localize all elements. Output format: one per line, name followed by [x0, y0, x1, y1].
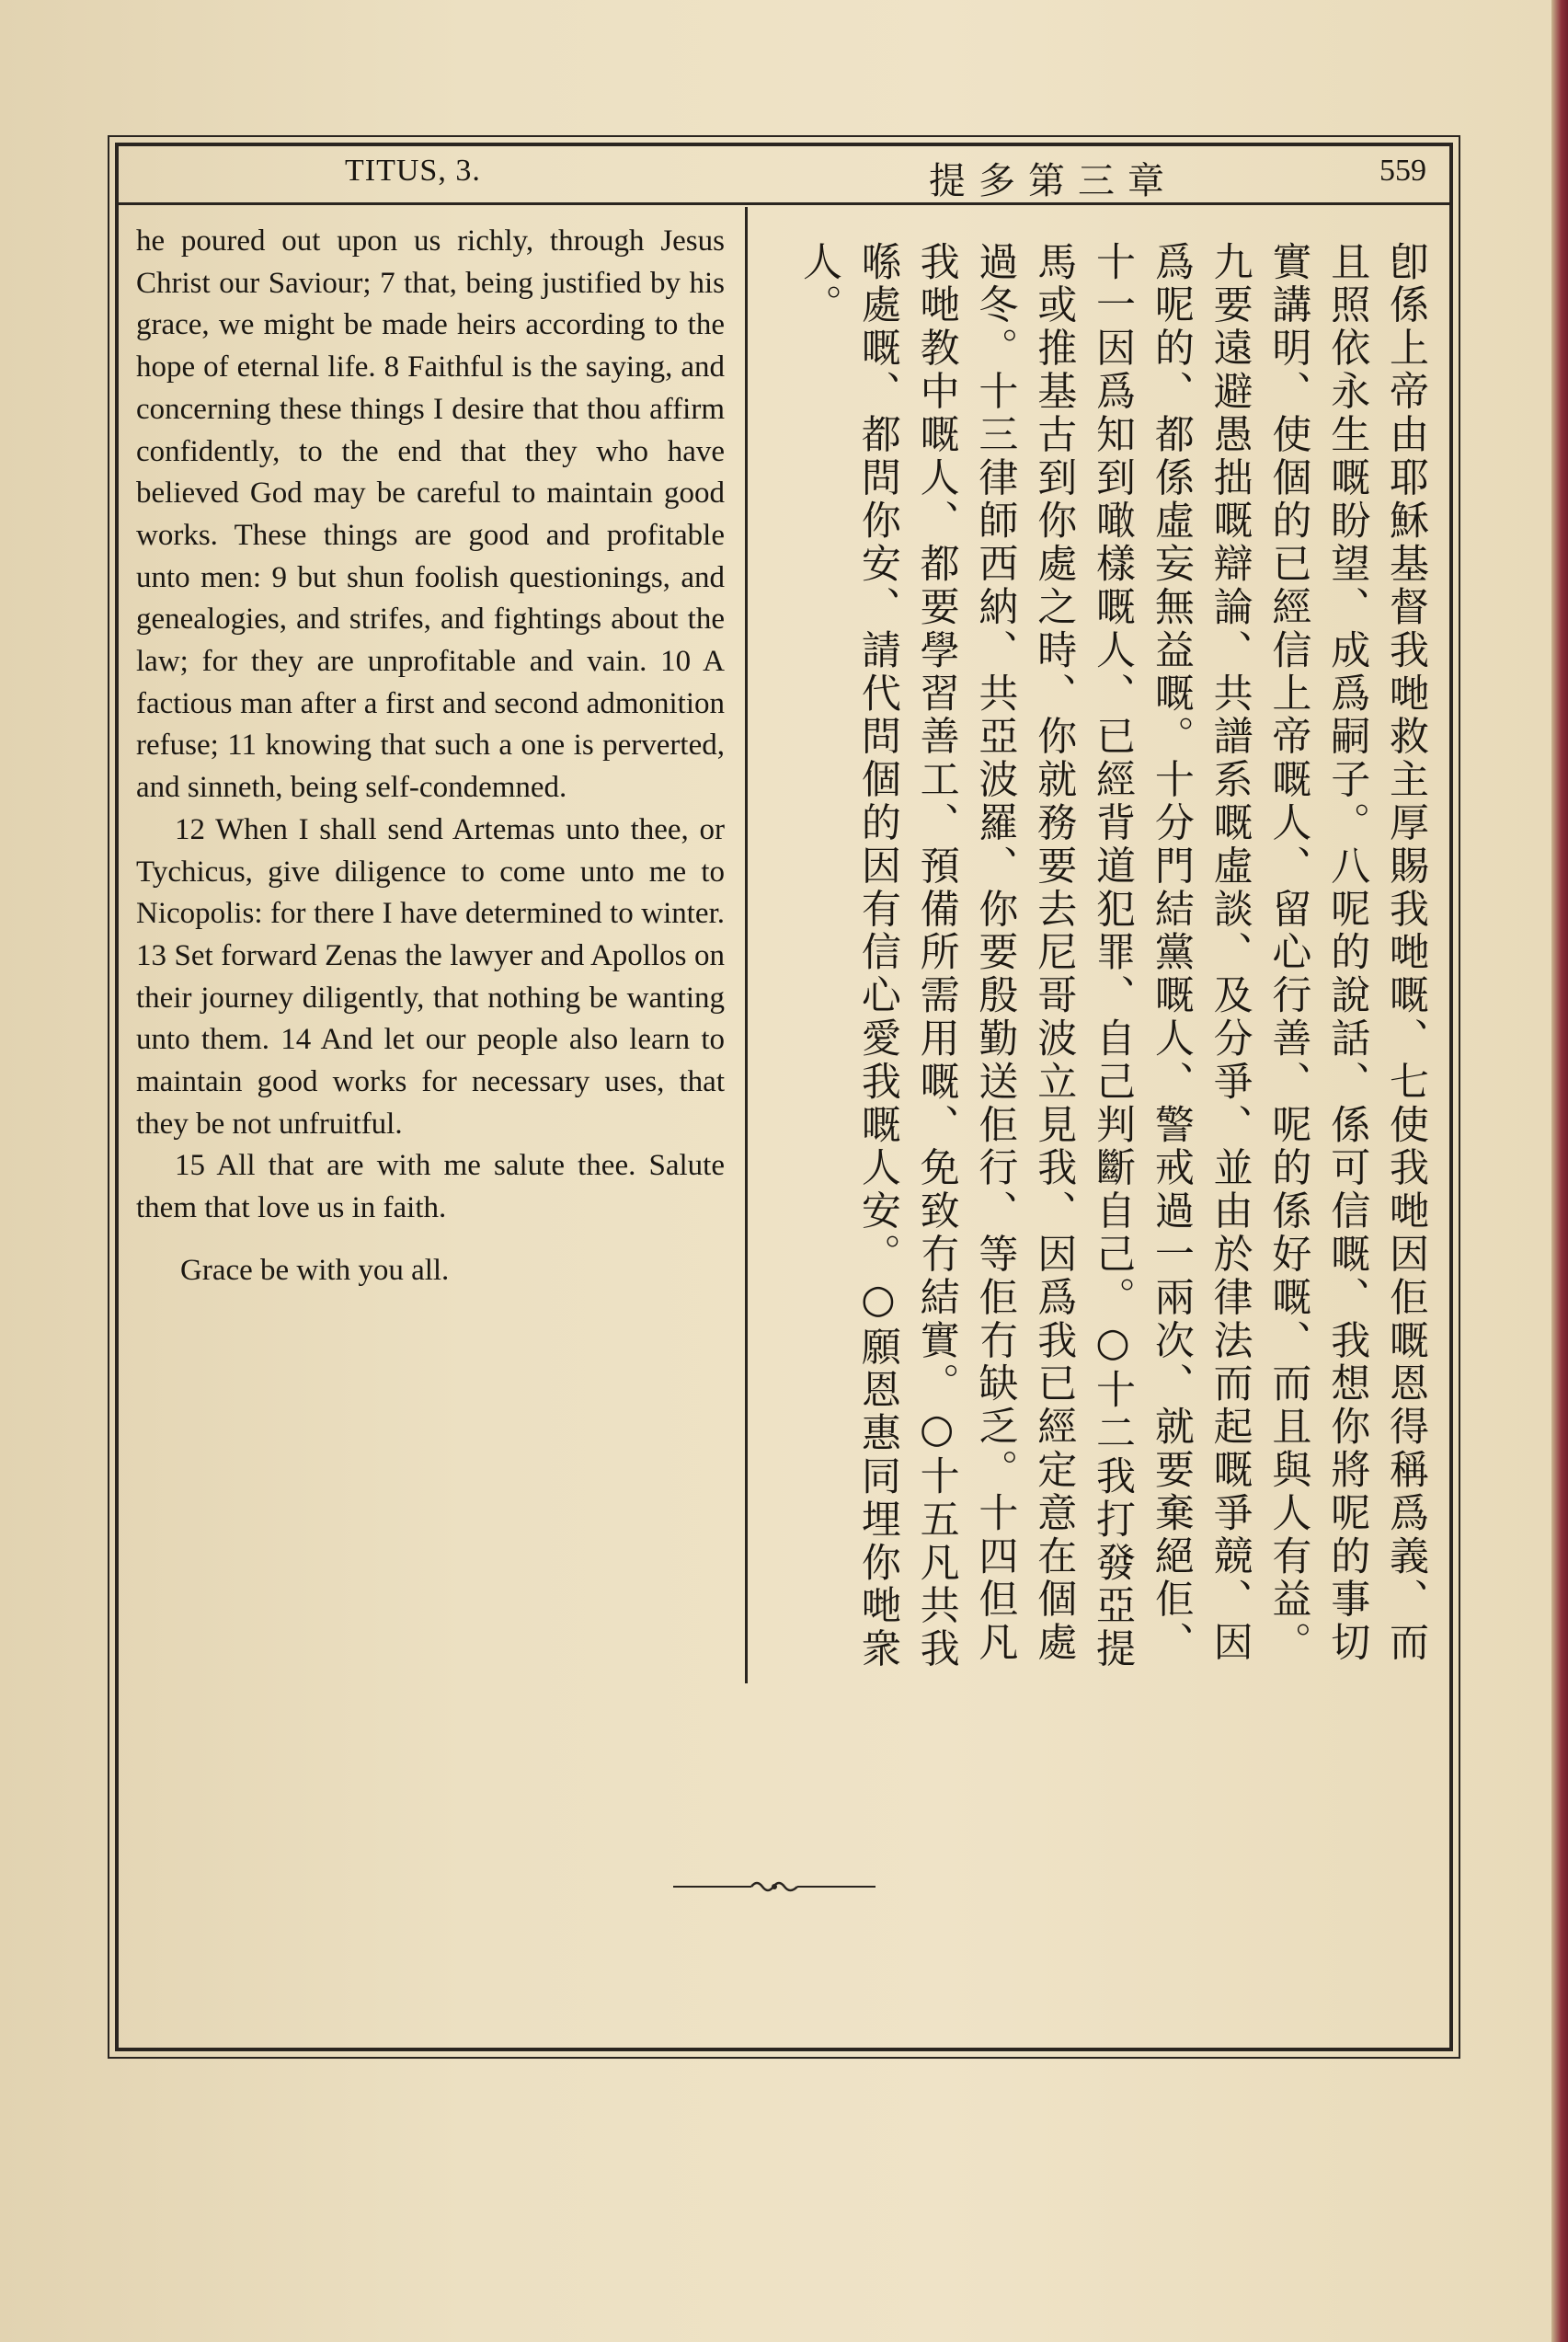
- chinese-column: 卽係上帝由耶穌基督我哋救主厚賜我哋嘅、七使我哋因佢嘅恩得稱爲義、而且照依永生嘅盼望、成爲嗣子。八呢的說話、係可信嘅、我想你將呢的事切實講明、使個的已經信上帝嘅人、留心行善、呢的係好嘅、而且與人有益。九要遠避愚拙嘅辯論、共譜系嘅虛談、及分爭、並由於律法而起嘅爭競、因爲呢的、都係虛妄無益嘅。十分門結黨嘅人、警戒過一兩次、就要棄絕佢、十一因爲知到噉樣嘅人、已經背道犯罪、自己判斷自己。○十二我打發亞提馬或推基古到你處之時、你就務要去尼哥波立見我、因爲我已經定意在個處過冬。十三律師西納、共亞波羅、你要殷勤送佢行、等佢冇缺乏。十四但凡我哋教中嘅人、都要學習善工、預備所需用嘅、免致冇結實。○十五凡共我喺處嘅、都問你安、請代問個的因有信心愛我嘅人安。○願恩惠同埋你哋衆人。: [796, 241, 1429, 1671]
- column-divider: [745, 207, 748, 1683]
- closing-blessing: Grace be with you all.: [180, 1253, 450, 1287]
- page-number: 559: [1379, 154, 1426, 188]
- english-paragraph: 12 When I shall send Artemas unto thee, or Tychicus, give diligence to come unto me to Nicopolis: for there I have determined to winter. 13 Set forward Zenas the lawyer and Apollos on their journey diligently, that nothing be wanting unto them. 14 And let our people also learn to maintain good works for necessary uses, that they be not unfruitful.: [136, 812, 725, 1141]
- chinese-chapter-title: 提多第三章: [929, 160, 1177, 202]
- english-paragraph: 15 All that are with me salute thee. Salute them that love us in faith.: [136, 1149, 725, 1225]
- page-header: [115, 143, 1453, 205]
- end-ornament: [664, 1873, 885, 1900]
- english-paragraph: he poured out upon us richly, through Jesus Christ our Saviour; 7 that, being justified by his grace, we might be made heirs according to the hope of eternal life. 8 Faithful is the saying, and concerning these things I desire that thou affirm confidently, to the end that they who have believed God may be careful to maintain good works. These things are good and profitable unto men: 9 but shun foolish questionings, and genealogies, and strifes, and fightings about the law; for they are unprofitable and vain. 10 A factious man after a first and second admonition refuse; 11 knowing that such a one is perverted, and sinneth, being self-condemned.: [136, 224, 725, 805]
- english-column: [136, 221, 725, 1292]
- page-edge: [1551, 0, 1568, 2342]
- running-title: TITUS, 3.: [345, 154, 481, 188]
